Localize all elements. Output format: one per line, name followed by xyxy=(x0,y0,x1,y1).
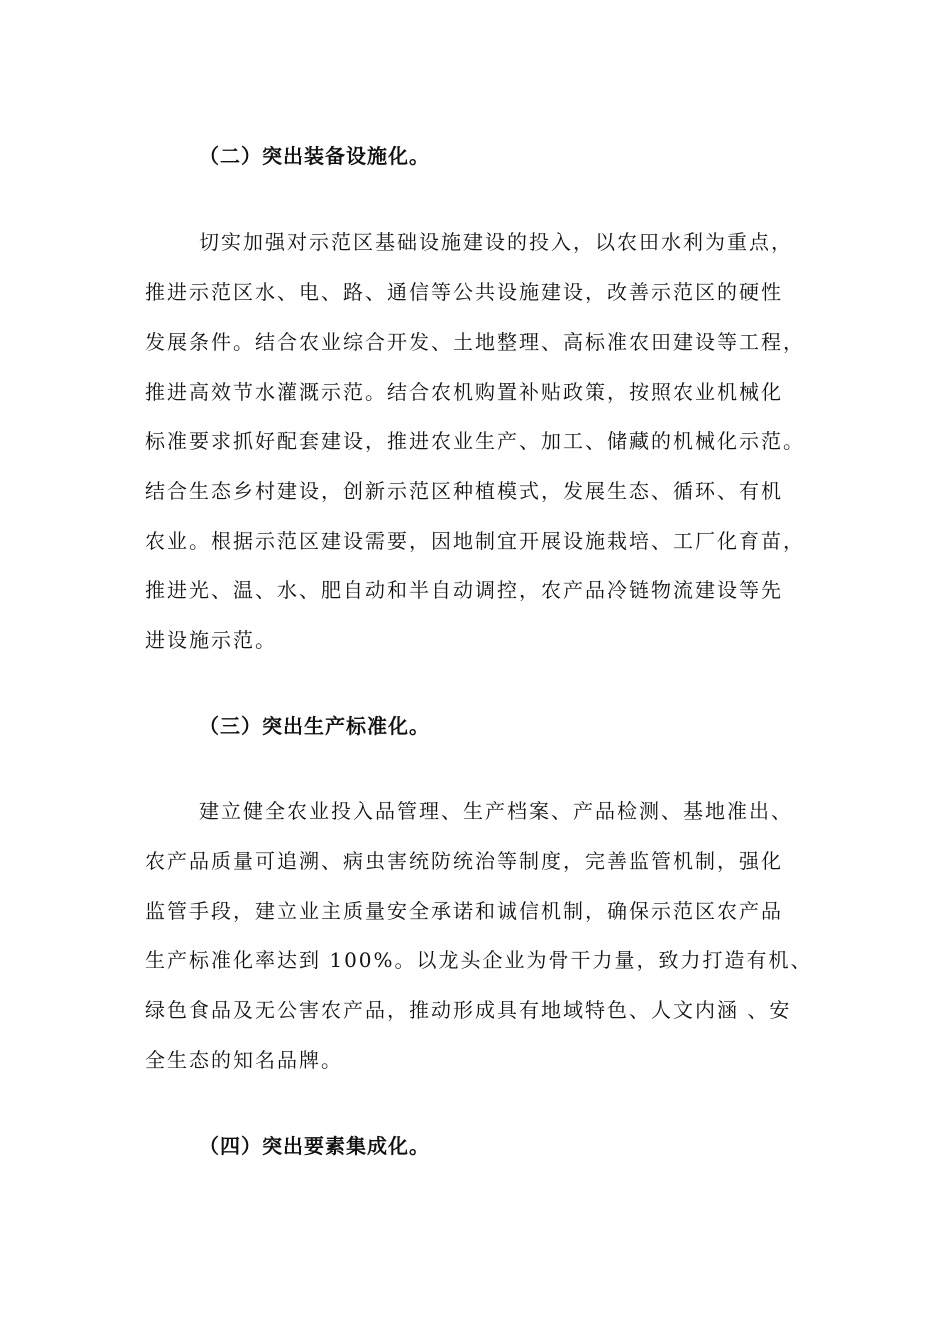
paragraph-line: 生产标准化率达到 100%。以龙头企业为骨干力量，致力打造有机、 xyxy=(145,948,813,972)
paragraph-line: 农产品质量可追溯、病虫害统防统治等制度，完善监管机制，强化 xyxy=(145,849,783,873)
section-heading-integration: （四）突出要素集成化。 xyxy=(199,1134,430,1158)
section-heading-equipment: （二）突出装备设施化。 xyxy=(199,144,430,168)
paragraph-line: 标准要求抓好配套建设，推进农业生产、加工、储藏的机械化示范。 xyxy=(145,429,805,453)
paragraph-line: 推进光、温、水、肥自动和半自动调控，农产品冷链物流建设等先 xyxy=(145,578,783,602)
paragraph-line: 切实加强对示范区基础设施建设的投入，以农田水利为重点， xyxy=(199,230,793,254)
paragraph-line: 结合生态乡村建设，创新示范区种植模式，发展生态、循环、有机 xyxy=(145,479,783,503)
paragraph-line: 建立健全农业投入品管理、生产档案、产品检测、基地准出、 xyxy=(199,799,793,823)
paragraph-line: 农业。根据示范区建设需要，因地制宜开展设施栽培、工厂化育苗， xyxy=(145,529,805,553)
paragraph-line: 推进示范区水、电、路、通信等公共设施建设，改善示范区的硬性 xyxy=(145,280,783,304)
paragraph-line: 发展条件。结合农业综合开发、土地整理、高标准农田建设等工程， xyxy=(145,330,805,354)
paragraph-line: 监管手段，建立业主质量安全承诺和诚信机制，确保示范区农产品 xyxy=(145,899,783,923)
paragraph-line: 推进高效节水灌溉示范。结合农机购置补贴政策，按照农业机械化 xyxy=(145,380,783,404)
paragraph-line: 绿色食品及无公害农产品，推动形成具有地域特色、人文内涵 、安 xyxy=(145,998,792,1022)
section-heading-standardization: （三）突出生产标准化。 xyxy=(199,714,430,738)
paragraph-line: 进设施示范。 xyxy=(145,628,277,652)
paragraph-line: 全生态的知名品牌。 xyxy=(145,1048,343,1072)
